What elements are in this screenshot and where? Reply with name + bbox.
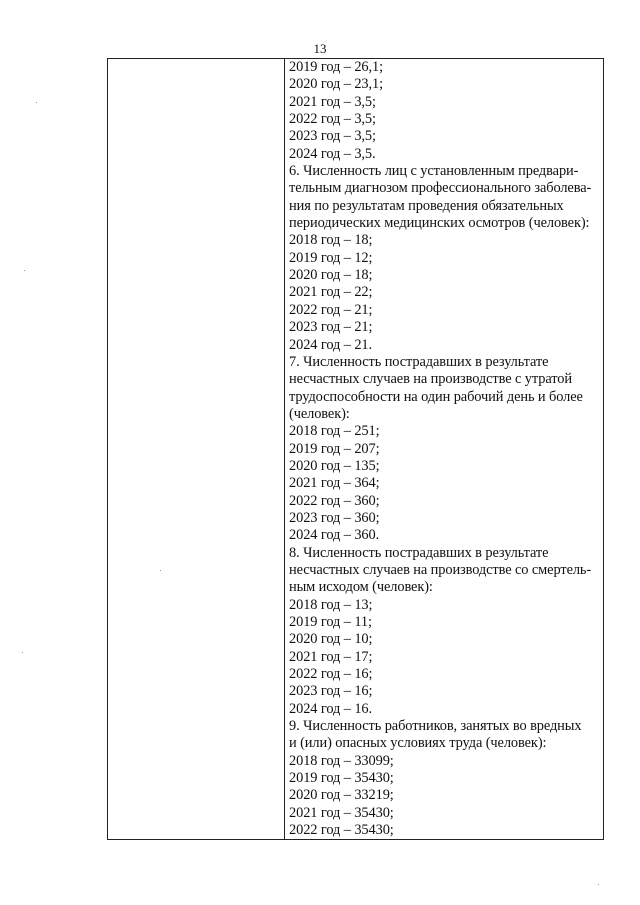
indicator-heading-line: 9. Численность работников, занятых во вредных [289,718,582,735]
indicator-heading-line: тельным диагнозом профессионального заболева- [289,180,592,197]
value-line: 2024 год – 16. [289,700,373,717]
value-line: 2019 год – 12; [289,249,373,266]
indicator-heading-line: ным исходом (человек): [289,579,433,596]
value-line: 2018 год – 251; [289,423,380,440]
value-line: 2020 год – 23,1; [289,76,383,93]
value-line: 2019 год – 207; [289,440,380,457]
scan-speck [36,102,37,103]
value-line: 2024 год – 360. [289,527,380,544]
indicator-heading-line: и (или) опасных условиях труда (человек): [289,735,547,752]
value-line: 2023 год – 3,5; [289,128,376,145]
value-line: 2022 год – 360; [289,492,380,509]
scan-speck [160,570,161,571]
indicator-heading-line: ния по результатам проведения обязательных [289,197,564,214]
value-line: 2022 год – 21; [289,301,373,318]
value-line: 2018 год – 33099; [289,752,394,769]
indicator-8 [289,545,601,718]
table-cell-label [108,59,285,840]
indicator-heading-line: 8. Численность пострадавших в результате [289,544,549,561]
indicator-7 [289,354,601,545]
value-line: 2018 год – 13; [289,596,373,613]
scan-speck [598,884,599,885]
value-line: 2020 год – 33219; [289,787,394,804]
value-line: 2023 год – 21; [289,319,373,336]
value-line: 2019 год – 11; [289,614,372,630]
value-line: 2019 год – 26,1; [289,59,383,75]
indicator-5-tail [289,59,601,163]
value-line: 2020 год – 18; [289,267,373,284]
table-row [108,59,604,840]
indicator-heading-line: 7. Численность пострадавших в результате [289,353,549,370]
value-line: 2019 год – 35430; [289,770,394,787]
indicator-9 [289,718,601,839]
value-line: 2023 год – 360; [289,509,380,526]
value-line: 2021 год – 364; [289,475,380,492]
value-line: 2021 год – 22; [289,284,373,301]
value-line: 2021 год – 3,5; [289,93,376,110]
value-line: 2024 год – 21. [289,336,373,353]
value-line: 2022 год – 35430; [289,822,394,839]
indicator-heading-line: (человек): [289,405,350,422]
indicator-heading-line: трудоспособности на один рабочий день и более [289,388,583,405]
value-line: 2022 год – 3,5; [289,111,376,128]
indicator-heading-line: 6. Численность лиц с установленным предвари- [289,163,579,180]
scan-speck [24,270,25,271]
page-number: 13 [313,41,327,56]
value-line: 2022 год – 16; [289,666,373,683]
value-line: 2021 год – 35430; [289,804,394,821]
scan-speck [22,652,23,653]
indicator-6 [289,163,601,354]
value-line: 2018 год – 18; [289,232,373,249]
value-line: 2024 год – 3,5. [289,145,376,162]
indicator-heading-line: периодических медицинских осмотров (человек): [289,215,590,232]
indicator-heading-line: несчастных случаев на производстве с утратой [289,371,572,388]
value-line: 2023 год – 16; [289,683,373,700]
value-line: 2021 год – 17; [289,648,373,665]
indicator-heading-line: несчастных случаев на производстве со смертель- [289,561,592,578]
table-cell-values [285,59,604,840]
indicators-table [107,58,604,840]
value-line: 2020 год – 135; [289,457,380,474]
value-line: 2020 год – 10; [289,631,373,648]
